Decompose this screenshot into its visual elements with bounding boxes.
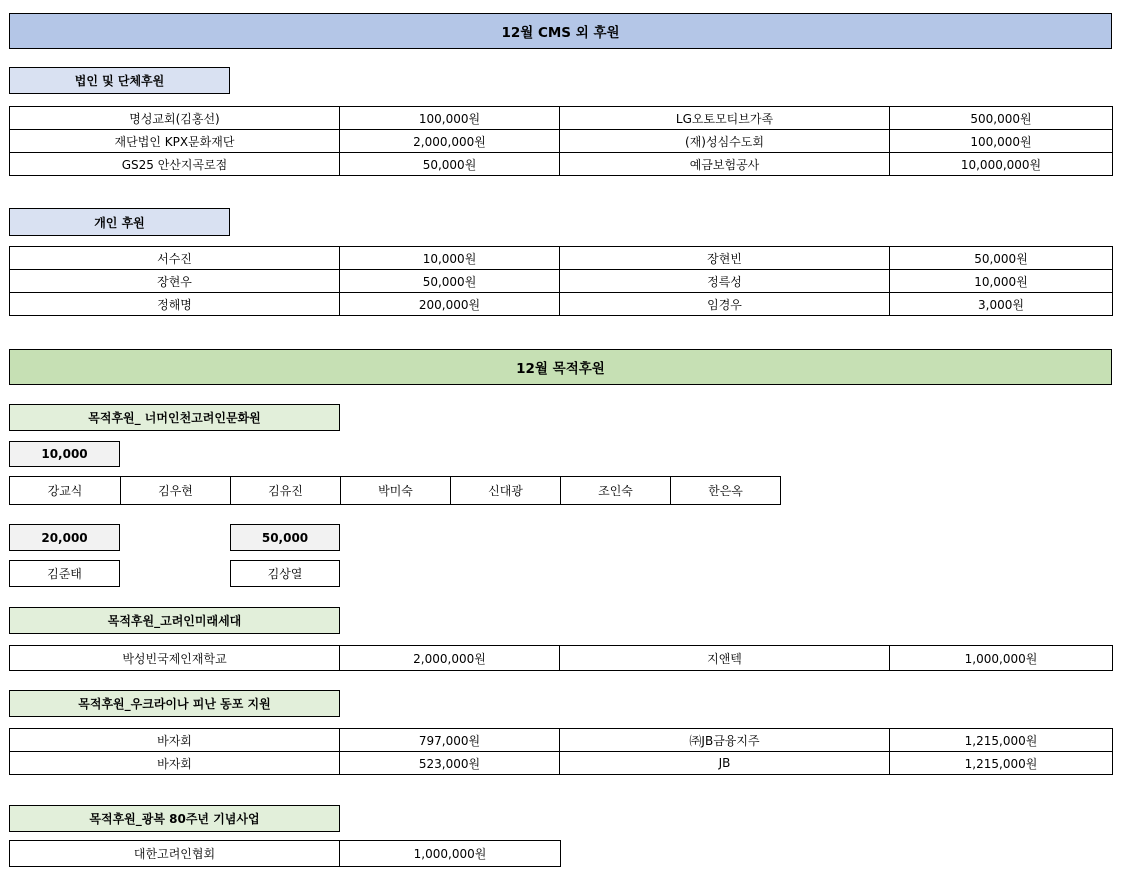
donation-amount: 3,000원 <box>890 293 1113 316</box>
table-row <box>10 153 1113 176</box>
donation-amount: 2,000,000원 <box>340 130 560 153</box>
individual-donation-label: 개인 후원 <box>9 208 230 236</box>
donation-amount: 200,000원 <box>340 293 560 316</box>
donor-name: 바자회 <box>10 752 340 775</box>
individual-donation-table <box>9 246 1113 316</box>
donation-amount: 50,000원 <box>340 153 560 176</box>
tier-10000-names <box>9 476 781 505</box>
future-generation-label: 목적후원_고려인미래세대 <box>9 607 340 634</box>
donation-amount: 10,000원 <box>340 247 560 270</box>
donor-name: 신대광 <box>451 477 561 505</box>
donation-amount: 100,000원 <box>340 107 560 130</box>
donor-name: 정해명 <box>10 293 340 316</box>
donor-name: 박성빈국제인재학교 <box>10 646 340 671</box>
cms-title: 12월 CMS 외 후원 <box>501 25 620 41</box>
donor-name: GS25 안산지곡로점 <box>10 153 340 176</box>
donation-amount: 1,000,000원 <box>890 646 1113 671</box>
donor-name: 서수진 <box>10 247 340 270</box>
donation-amount: 10,000원 <box>890 270 1113 293</box>
future-generation-table <box>9 645 1113 671</box>
donation-amount: 50,000원 <box>340 270 560 293</box>
donation-amount: 10,000,000원 <box>890 153 1113 176</box>
donation-amount: 1,215,000원 <box>890 729 1113 752</box>
culture-center-label: 목적후원_ 너머인천고려인문화원 <box>9 404 340 431</box>
table-row <box>10 107 1113 130</box>
liberation-80-label: 목적후원_광복 80주년 기념사업 <box>9 805 340 832</box>
donor-name: JB <box>560 752 890 775</box>
donation-amount: 2,000,000원 <box>340 646 560 671</box>
tier-50000-amount: 50,000 <box>230 524 340 551</box>
donor-name: 임경우 <box>560 293 890 316</box>
donor-name: 정륵성 <box>560 270 890 293</box>
donation-amount: 1,215,000원 <box>890 752 1113 775</box>
tier-20000-amount: 20,000 <box>9 524 120 551</box>
cms-banner <box>9 13 1112 49</box>
donor-name: (재)성심수도회 <box>560 130 890 153</box>
purpose-title: 12월 목적후원 <box>516 361 605 377</box>
donor-name: 예금보험공사 <box>560 153 890 176</box>
table-row <box>10 841 561 867</box>
table-row <box>10 752 1113 775</box>
donor-name: 조인숙 <box>561 477 671 505</box>
donor-name: 김상열 <box>230 560 340 587</box>
donation-amount: 523,000원 <box>340 752 560 775</box>
donation-amount: 50,000원 <box>890 247 1113 270</box>
donor-name: 한은옥 <box>671 477 781 505</box>
donation-amount: 500,000원 <box>890 107 1113 130</box>
donation-amount: 1,000,000원 <box>340 841 561 867</box>
donor-name: 명성교회(김홍선) <box>10 107 340 130</box>
table-row <box>10 477 781 505</box>
donor-name: 김우현 <box>121 477 231 505</box>
donation-amount: 100,000원 <box>890 130 1113 153</box>
ukraine-support-label: 목적후원_우크라이나 피난 동포 지원 <box>9 690 340 717</box>
donor-name: LG오토모티브가족 <box>560 107 890 130</box>
table-row <box>10 646 1113 671</box>
table-row <box>10 270 1113 293</box>
donor-name: 바자회 <box>10 729 340 752</box>
table-row <box>10 130 1113 153</box>
donor-name: 박미숙 <box>341 477 451 505</box>
donor-name: 김준태 <box>9 560 120 587</box>
liberation-80-table <box>9 840 561 867</box>
donor-name: 김유진 <box>231 477 341 505</box>
table-row <box>10 247 1113 270</box>
corporate-donation-label: 법인 및 단체후원 <box>9 67 230 94</box>
tier-10000-amount: 10,000 <box>9 441 120 467</box>
purpose-banner <box>9 349 1112 385</box>
donor-name: 재단법인 KPX문화재단 <box>10 130 340 153</box>
donor-name: ㈜JB금융지주 <box>560 729 890 752</box>
ukraine-support-table <box>9 728 1113 775</box>
corporate-donation-table <box>9 106 1113 176</box>
donor-name: 장현우 <box>10 270 340 293</box>
table-row <box>10 729 1113 752</box>
table-row <box>10 293 1113 316</box>
donor-name: 장현빈 <box>560 247 890 270</box>
donor-name: 지앤텍 <box>560 646 890 671</box>
donation-amount: 797,000원 <box>340 729 560 752</box>
donor-name: 대한고려인협회 <box>10 841 340 867</box>
donor-name: 강교식 <box>10 477 121 505</box>
